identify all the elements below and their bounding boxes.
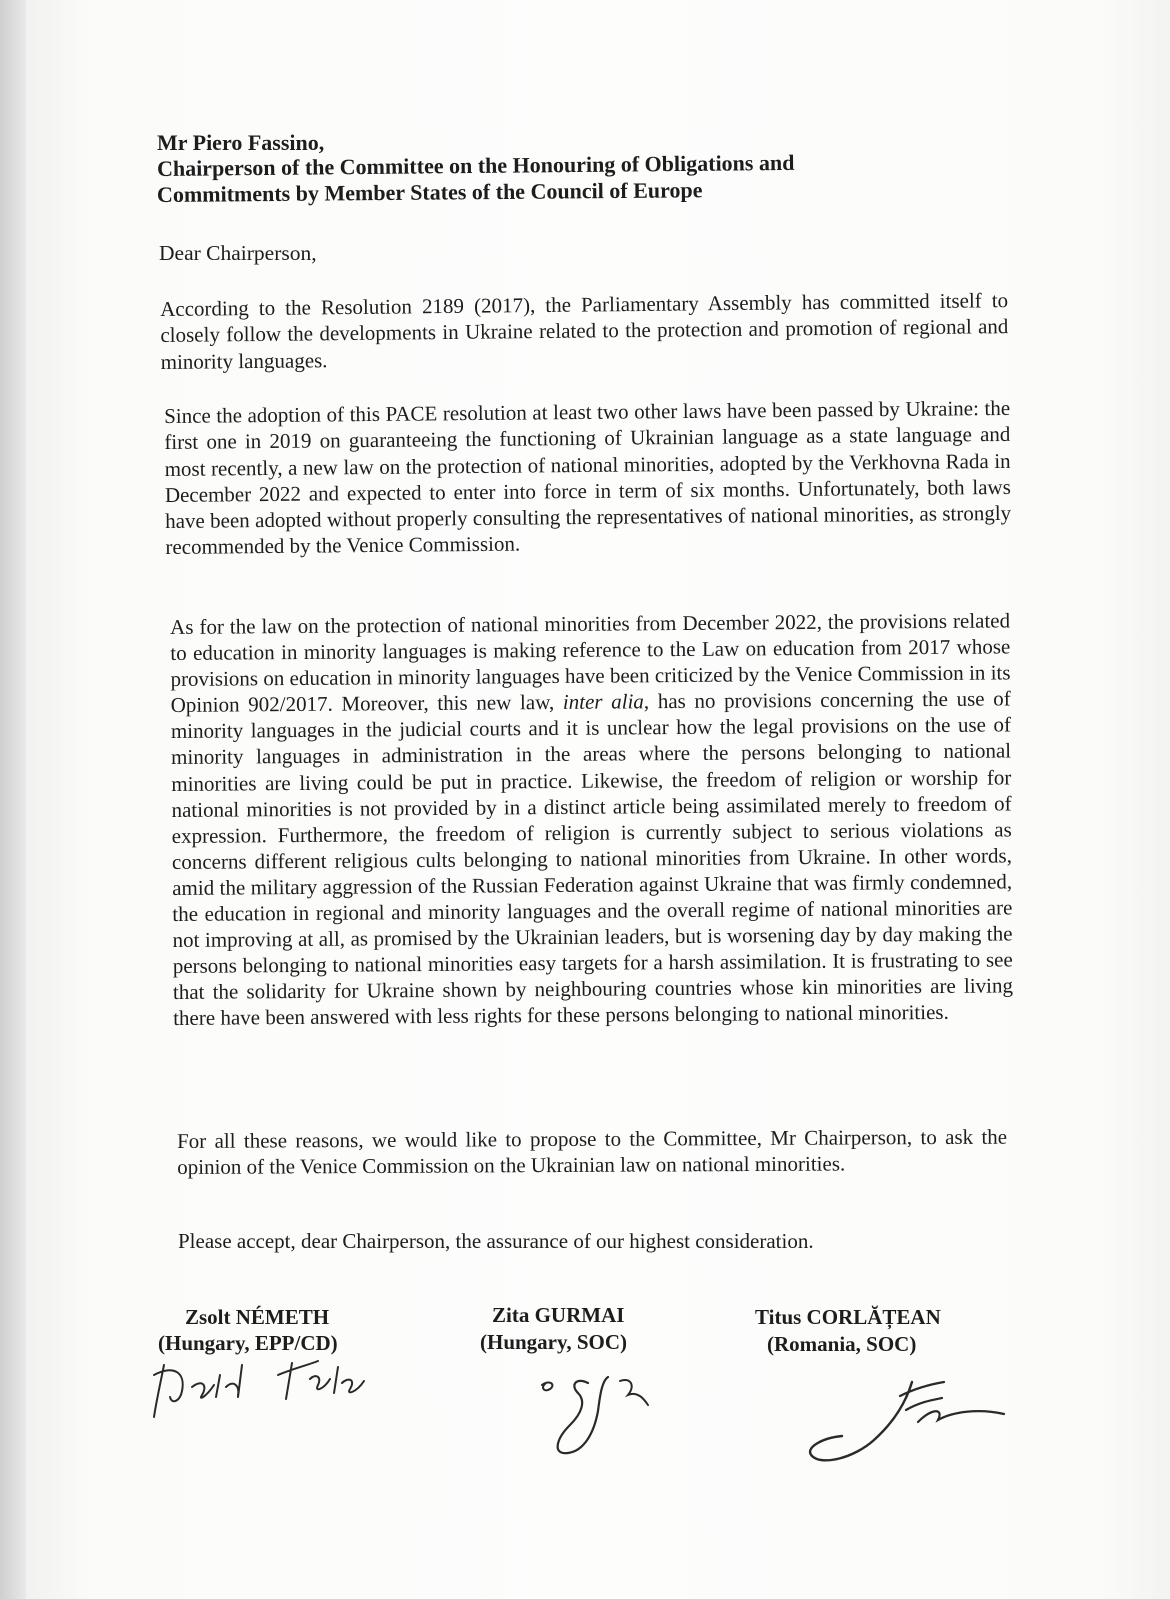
paragraph-laws-adopted: Since the adoption of this PACE resolution at least two other laws have been passed by Ukraine: the first one in 2019 on guaranteeing the functioning of Ukrainian language as a state language and most recently, a new law on the protection of national minorities, adopted by the Verkhovna Rada in December 2022 and expected to enter into force in term of six months. Unfortunately, both laws have been adopted without properly consulting the representatives of national minorities, as strongly recommended by the Venice Commission. xyxy=(164,395,1012,560)
signature-3-handwritten xyxy=(782,1362,1022,1472)
addressee-title-line2: Commitments by Member States of the Council of Europe xyxy=(156,177,703,207)
signatory-3-name: Titus CORLĂȚEAN xyxy=(755,1305,941,1329)
salutation: Dear Chairperson, xyxy=(159,241,317,265)
letter-page xyxy=(22,0,1170,1599)
paragraph-resolution: According to the Resolution 2189 (2017), the Parliamentary Assembly has committed itself to closely follow the developments in Ukraine related to the protection and promotion of regional and minority languages. xyxy=(160,288,1009,374)
signatory-2-name: Zita GURMAI xyxy=(492,1303,625,1327)
scan-edge-shadow xyxy=(0,0,26,1599)
paragraph-minorities-law-part2: , has no provisions concerning the use of minority languages in the judicial courts and it is unclear how the legal provisions on the use of minority languages in administration in the areas where the persons belonging to national minorities are living could be put in practice. Likewise, the freedom of religion or worship for national minorities is not provided by in a distinct article being assimilated merely to freedom of expression. Furthermore, the freedom of religion is currently subject to serious violations as concerns different religious cults belonging to national minorities from Ukraine. In other words, amid the military aggression of the Russian Federation against Ukraine that was firmly condemned, the education in regional and minority languages and the overall regime of national minorities are not improving at all, as promised by the Ukrainian leaders, but is worsening day by day making the persons belonging to national minorities easy targets for a harsh assimilation. It is frustrating to see that the solidarity for Ukraine shown by neighbouring countries whose kin minorities are living there have been answered with less rights for these persons belonging to national minorities. xyxy=(170,686,1014,1031)
paragraph-minorities-law xyxy=(170,607,1013,1031)
paragraph-proposal: For all these reasons, we would like to propose to the Committee, Mr Chairperson, to ask the opinion of the Venice Commission on the Ukrainian law on national minorities. xyxy=(177,1124,1008,1180)
signature-1-handwritten xyxy=(142,1335,402,1425)
addressee-name: Mr Piero Fassino, xyxy=(157,130,325,155)
paragraph-minorities-law-part1: As for the law on the protection of national minorities from December 2022, the provisions related to education in minority languages is making reference to the Law on education from 2017 whose provisions on education in minority languages have been criticized by the Venice Commission in its Opinion 902/2017. Moreover, this new law, xyxy=(170,608,1011,718)
signature-2-handwritten xyxy=(512,1355,672,1465)
signatory-1-affiliation: (Hungary, EPP/CD) xyxy=(158,1331,338,1355)
signatory-2-affiliation: (Hungary, SOC) xyxy=(480,1330,628,1354)
addressee-title-line1: Chairperson of the Committee on the Honouring of Obligations and xyxy=(156,149,795,181)
signatory-3-affiliation: (Romania, SOC) xyxy=(767,1332,917,1356)
signatory-1-name: Zsolt NÉMETH xyxy=(185,1305,330,1329)
inter-alia-italic: inter alia xyxy=(562,689,644,715)
paragraph-closing: Please accept, dear Chairperson, the assurance of our highest consideration. xyxy=(178,1229,814,1253)
addressee-block xyxy=(157,130,977,208)
